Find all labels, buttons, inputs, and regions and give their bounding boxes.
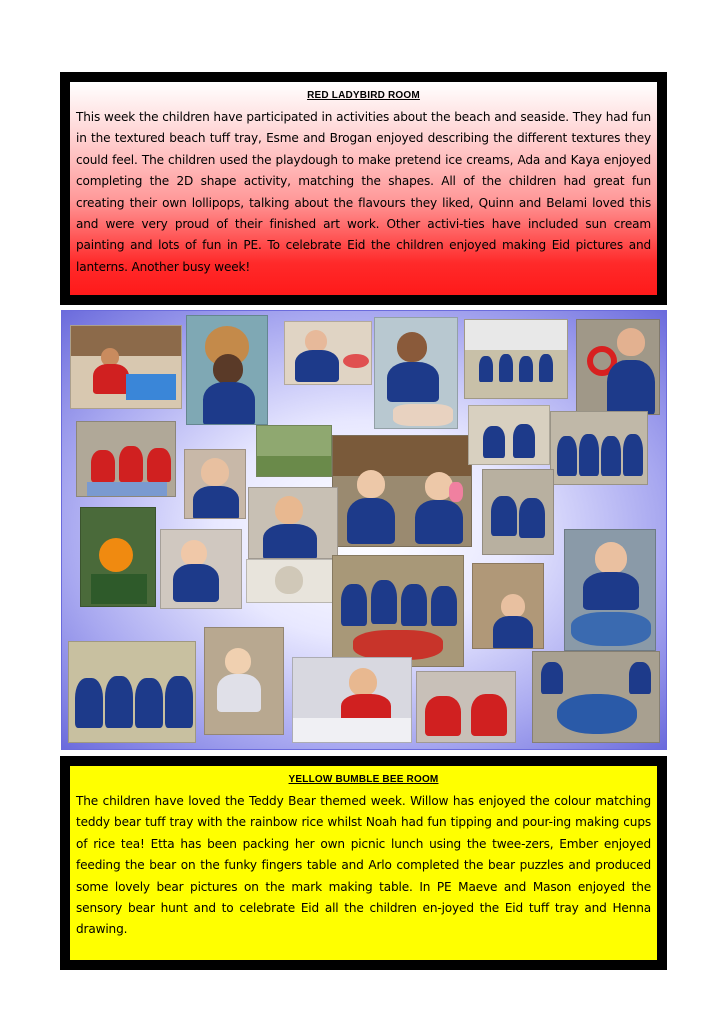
photo-bear-shapes: [246, 559, 334, 603]
photo-goggles-boy: [248, 487, 338, 559]
photo-rice-tray: [292, 657, 412, 743]
photo-eid-tuff-tray: [532, 651, 660, 743]
yellow-bumble-bee-room-text: The children have loved the Teddy Bear themed week. Willow has enjoyed the colour matching teddy bear tuff tray with the rainbow rice whilst Noah had fun tipping and pour-ing making cups of rice tea! Etta has been packing her own picnic lunch using the twee-zers, Ember enjoyed feeding the bear on the funky fingers table and Arlo completed the bear puzzles and produced some lovely bear pictures on the mark making table. In PE Maeve and Mason enjoyed the sensory bear hunt and to celebrate Eid all the children en-joyed the Eid tuff tray and Henna drawing.: [76, 794, 651, 937]
photo-outdoor-planter: [256, 425, 332, 477]
photo-four-children: [550, 411, 648, 485]
red-ladybird-room-heading: RED LADYBIRD ROOM: [307, 90, 420, 101]
photo-sand-play: [472, 563, 544, 649]
photo-boy-with-ring: [576, 319, 660, 415]
photo-pe-lineup: [464, 319, 568, 399]
photo-sun-cream-painting: [374, 317, 458, 429]
red-ladybird-room-panel: [70, 82, 657, 295]
photo-children-table: [76, 421, 176, 497]
photo-group-picnic: [332, 555, 464, 667]
photo-lollipop-boy: [332, 435, 472, 547]
photo-beach-tuff-tray: [70, 325, 182, 409]
red-ladybird-room-text: This week the children have participated in activities about the beach and seaside. They had fun in the textured beach tuff tray, Esme and Brogan enjoyed describing the different textures they could feel. The children used the playdough to make pretend ice creams, Ada and Kaya enjoyed completing the 2D shape activity, matching the shapes. All of the children had great fun creating their own lollipops, talking about the flavours they liked, Quinn and Belami loved this and were very proud of their finished art work. Other activi-ties have included sun cream painting and lots of fun in PE. To celebrate Eid the children enjoyed making Eid pictures and lanterns. Another busy week!: [76, 110, 651, 274]
photo-toddler-table: [204, 627, 284, 735]
photo-class-group: [68, 641, 196, 743]
photo-bear-mask-boy: [186, 315, 268, 425]
photo-two-girls-red: [416, 671, 516, 743]
photo-story-girl: [160, 529, 242, 609]
yellow-bumble-bee-room-panel: [70, 766, 657, 960]
photo-smiling-girl: [184, 449, 246, 519]
photo-collage: [61, 310, 667, 750]
photo-sitting-boys: [482, 469, 554, 555]
red-ladybird-room-section: [60, 72, 667, 305]
yellow-bumble-bee-room-heading: YELLOW BUMBLE BEE ROOM: [288, 774, 439, 785]
photo-boy-tuff-tray: [564, 529, 656, 651]
photo-shapes-pair: [468, 405, 550, 465]
photo-watering-can: [80, 507, 156, 607]
yellow-bumble-bee-room-section: [60, 756, 667, 970]
photo-playdough-girl: [284, 321, 372, 385]
